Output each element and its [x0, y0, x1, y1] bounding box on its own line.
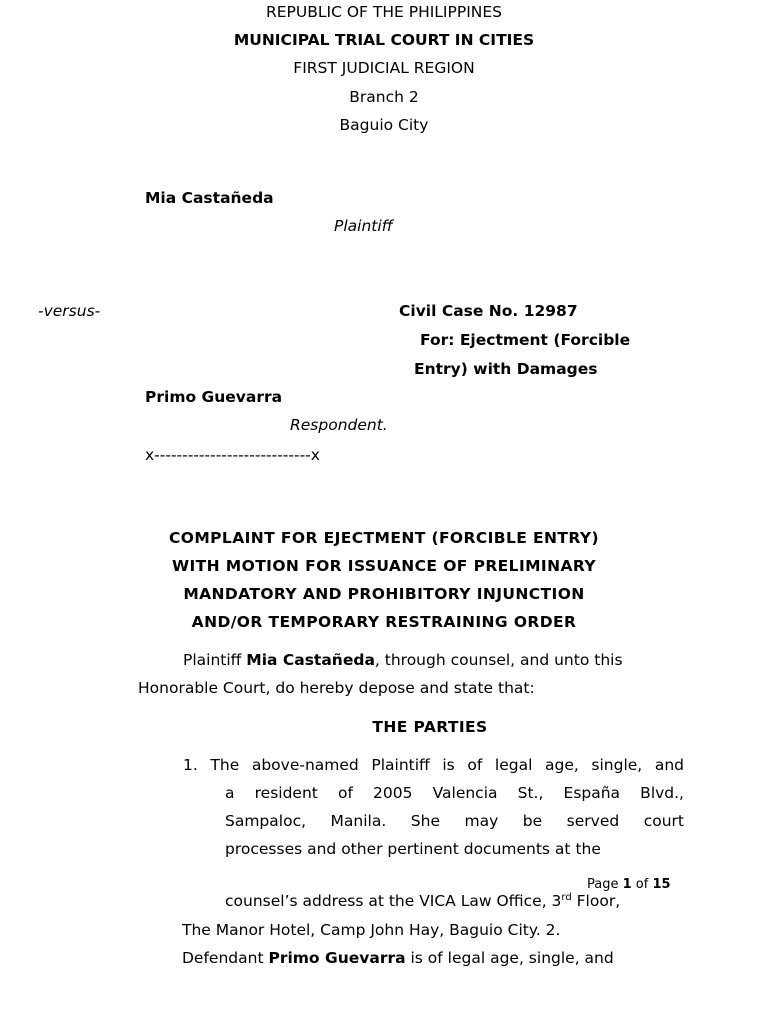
intro-line1 — [183, 650, 623, 670]
respondent-name: Primo Guevarra — [145, 388, 283, 406]
page-label: Page — [587, 877, 623, 892]
page-total: 15 — [652, 877, 671, 892]
plaintiff-label: Plaintiff — [334, 217, 393, 235]
court-city: Baguio City — [339, 116, 429, 134]
court-region: FIRST JUDICIAL REGION — [293, 59, 475, 77]
section-heading-parties: THE PARTIES — [372, 718, 488, 736]
intro-pre: Plaintiff — [183, 651, 247, 669]
para1-cont-pre: counsel’s address at the VICA Law Office, 3 — [225, 892, 562, 910]
caption-separator: x----------------------------x — [145, 446, 320, 464]
page-current: 1 — [622, 877, 632, 892]
case-nature-line2: Entry) with Damages — [414, 360, 598, 378]
para1-cont-line2: The Manor Hotel, Camp John Hay, Baguio City. 2. — [182, 921, 561, 939]
para1-line2: a resident of 2005 Valencia St., España Blvd., — [225, 784, 684, 802]
para2-post: is of legal age, single, and — [405, 949, 614, 967]
para2-line1 — [182, 948, 614, 968]
para1-line4: processes and other pertinent documents at the — [225, 840, 601, 858]
plaintiff-name: Mia Castañeda — [145, 189, 274, 207]
intro-post: , through counsel, and unto this — [374, 651, 623, 669]
case-nature-line1: For: Ejectment (Forcible — [420, 331, 631, 349]
para1-cont-post: Floor, — [571, 892, 621, 910]
para1-line1: 1. The above-named Plaintiff is of legal age, single, and — [183, 756, 684, 774]
document-title-line3: MANDATORY AND PROHIBITORY INJUNCTION — [183, 585, 585, 603]
document-title-line4: AND/OR TEMPORARY RESTRAINING ORDER — [191, 613, 577, 631]
para2-defendant-name: Primo Guevarra — [268, 949, 406, 967]
para1-cont-sup: rd — [561, 891, 572, 903]
court-name: MUNICIPAL TRIAL COURT IN CITIES — [233, 31, 535, 49]
case-number: Civil Case No. 12987 — [399, 302, 578, 320]
document-title-line1: COMPLAINT FOR EJECTMENT (FORCIBLE ENTRY) — [169, 529, 599, 547]
court-branch: Branch 2 — [349, 88, 419, 106]
court-republic: REPUBLIC OF THE PHILIPPINES — [265, 3, 502, 21]
respondent-label: Respondent. — [290, 416, 388, 434]
intro-plaintiff-name: Mia Castañeda — [246, 651, 375, 669]
document-title-line2: WITH MOTION FOR ISSUANCE OF PRELIMINARY — [172, 557, 596, 575]
para2-pre: Defendant — [182, 949, 269, 967]
para1-cont-line1 — [225, 891, 620, 911]
versus-label: -versus- — [38, 302, 101, 320]
page-of: of — [631, 877, 653, 892]
para1-line3: Sampaloc, Manila. She may be served court — [225, 812, 684, 830]
intro-line2: Honorable Court, do hereby depose and state that: — [138, 679, 535, 697]
